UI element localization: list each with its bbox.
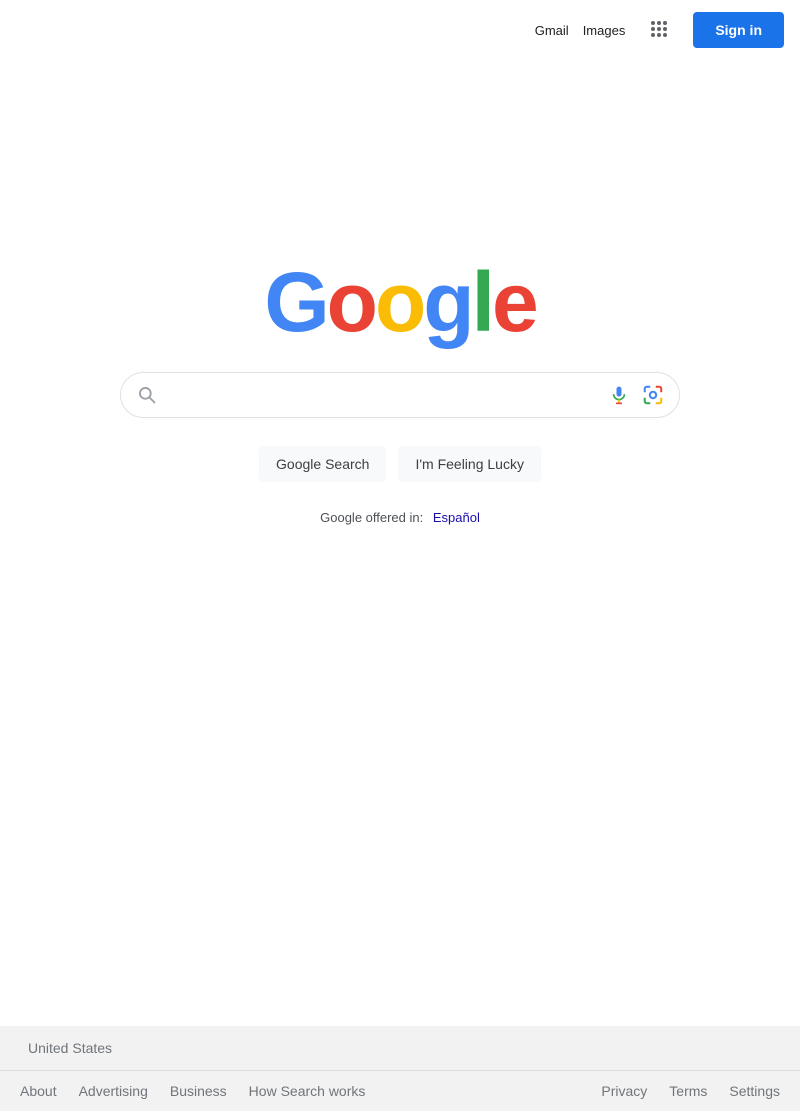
logo-letter: l [471, 255, 492, 349]
sign-in-button[interactable]: Sign in [693, 12, 784, 48]
top-bar [0, 0, 800, 60]
footer [0, 1026, 800, 1111]
search-box[interactable] [120, 372, 680, 418]
footer-link-how-search-works[interactable]: How Search works [248, 1083, 366, 1099]
footer-link-business[interactable]: Business [169, 1083, 227, 1099]
language-offer [320, 510, 480, 525]
footer-links [0, 1071, 800, 1111]
gmail-link[interactable]: Gmail [534, 22, 569, 38]
google-logo [264, 255, 536, 349]
footer-link-terms[interactable]: Terms [669, 1083, 708, 1099]
main-content [0, 255, 800, 525]
logo-letter: e [491, 255, 536, 349]
search-icon [135, 383, 159, 407]
images-link[interactable]: Images [582, 22, 626, 38]
search-input[interactable] [171, 385, 595, 405]
microphone-icon[interactable] [607, 383, 631, 407]
footer-left-links [20, 1083, 365, 1099]
grid-icon [647, 17, 671, 44]
footer-country: United States [0, 1026, 800, 1071]
feeling-lucky-button[interactable]: I'm Feeling Lucky [398, 446, 541, 482]
apps-button[interactable] [639, 10, 679, 50]
footer-link-about[interactable]: About [20, 1083, 57, 1099]
language-offer-label: Google offered in: [320, 510, 424, 525]
logo-letter: G [264, 255, 327, 349]
language-link-spanish[interactable]: Español [432, 510, 480, 525]
footer-link-privacy[interactable]: Privacy [601, 1083, 648, 1099]
search-buttons [259, 446, 541, 482]
footer-link-advertising[interactable]: Advertising [78, 1083, 148, 1099]
google-search-button[interactable]: Google Search [259, 446, 386, 482]
logo-letter: o [374, 255, 424, 349]
logo-letter: o [326, 255, 375, 349]
camera-icon[interactable] [641, 383, 665, 407]
footer-right-links [601, 1083, 780, 1099]
footer-link-settings[interactable]: Settings [729, 1083, 780, 1099]
logo-letter: g [423, 255, 472, 349]
